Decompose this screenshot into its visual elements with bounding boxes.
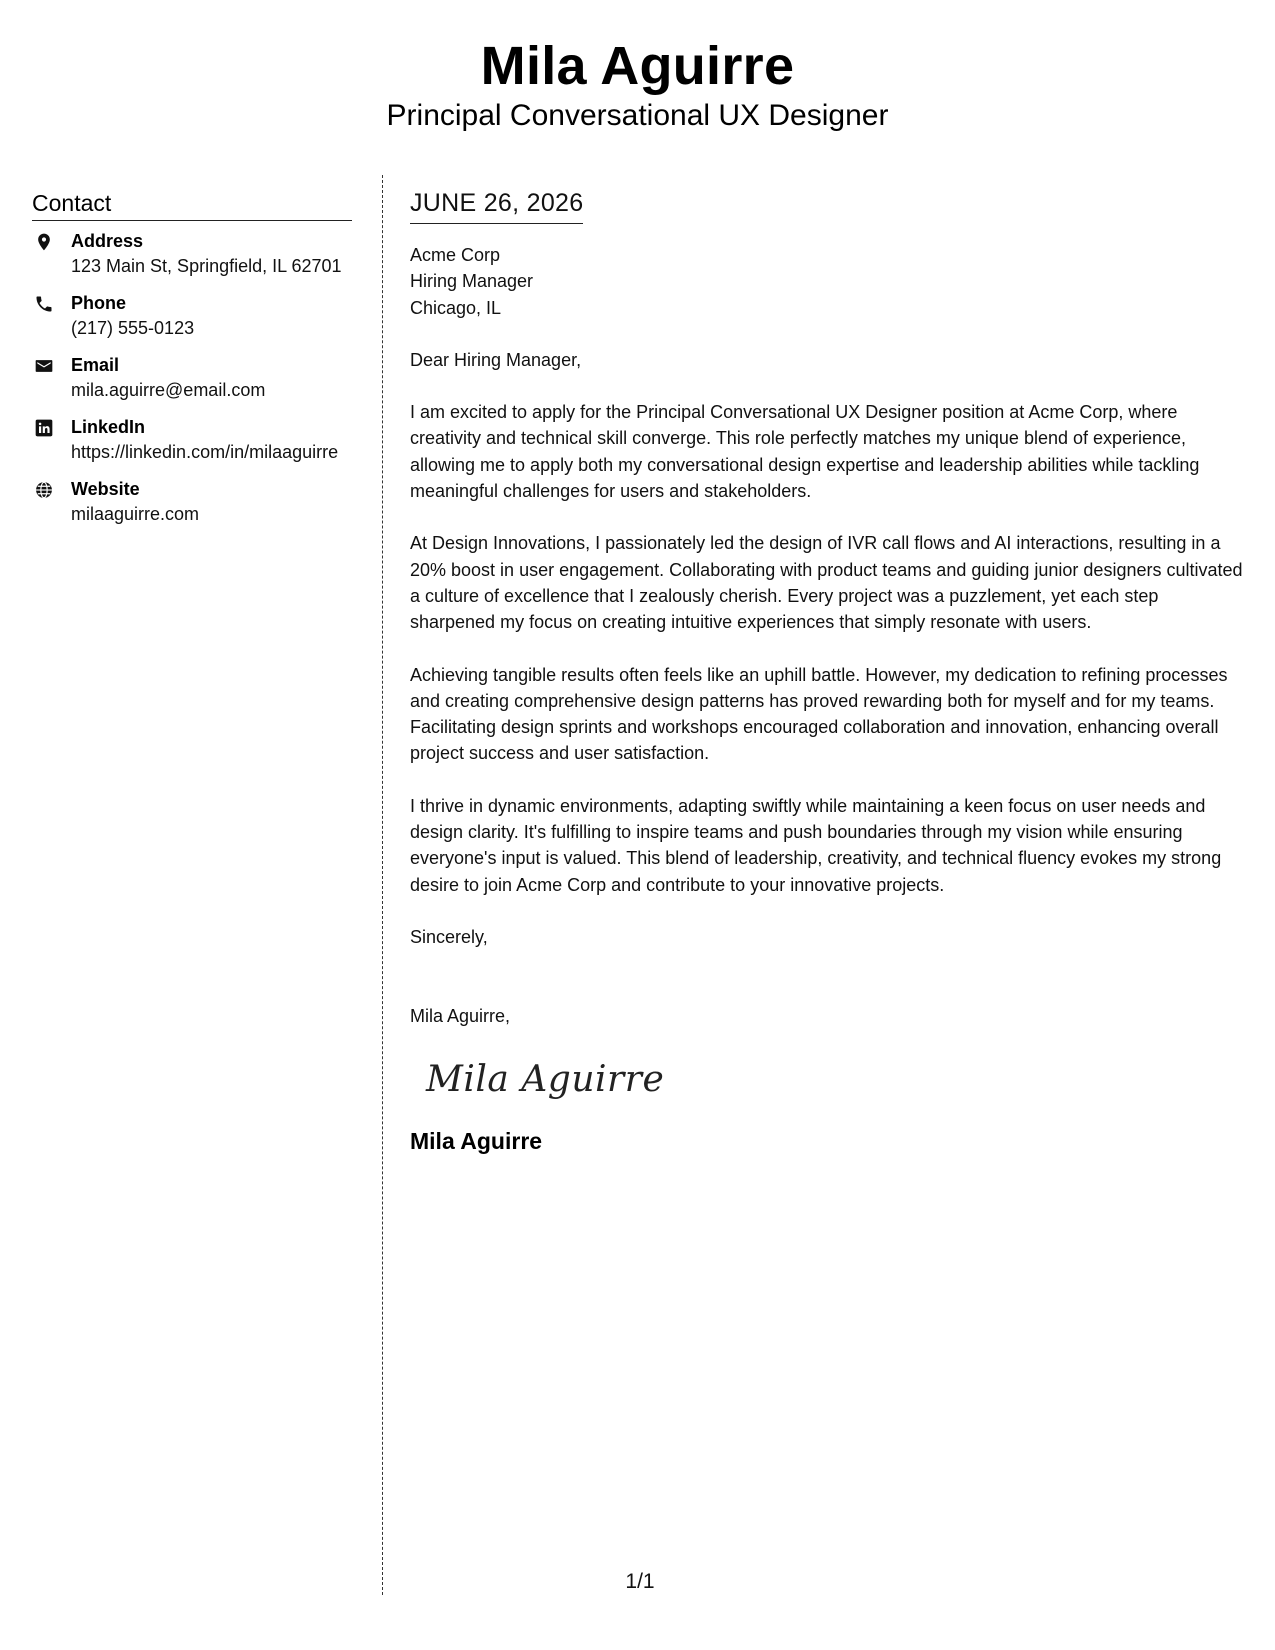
contact-item-website [32,477,352,527]
recipient-company: Acme Corp [410,245,501,265]
linkedin-icon [34,418,54,438]
address-value: 123 Main St, Springfield, IL 62701 [71,256,342,276]
body-paragraph: Achieving tangible results often feels like an uphill battle. However, my dedication to refining processes and creating comprehensive design patterns has proved rewarding both for myself and for my teams. Facilitating design sprints and workshops encouraged collaboration and innovation, enhancing overall project success and user satisfaction. [410,664,1228,764]
contact-item-address [32,229,352,279]
linkedin-value[interactable]: https://linkedin.com/in/milaaguirre [71,442,339,462]
contact-item-phone [32,291,352,341]
document-header [0,34,1275,134]
contact-label: Email [71,355,120,375]
cover-letter-body [410,186,1245,1156]
recipient-location: Chicago, IL [410,297,502,318]
column-divider [382,175,383,1595]
contact-label: Phone [71,293,127,313]
signoff-name: Mila Aguirre, [410,1006,511,1027]
website-value[interactable]: milaaguirre.com [71,504,200,524]
body-paragraph: I thrive in dynamic environments, adapting swiftly while maintaining a keen focus on user needs and design clarity. It's fulfilling to inspire teams and push boundaries through my vision while ensuring everyone's input is valued. This blend of leadership, creativity, and technical fluency evokes my strong desire to join Acme Corp and contribute to your innovative projects. [410,795,1222,895]
contact-label: Address [71,231,144,251]
contact-label: Website [71,479,140,499]
contact-item-linkedin [32,415,352,465]
recipient-block [410,242,1245,321]
letter-date: JUNE 26, 2026 [410,186,583,224]
email-value[interactable]: mila.aguirre@email.com [71,380,266,400]
handwritten-signature: Mila Aguirre [426,1058,665,1100]
contact-label: LinkedIn [71,417,146,437]
recipient-title: Hiring Manager [410,271,534,292]
body-paragraph: I am excited to apply for the Principal Conversational UX Designer position at Acme Corp, where creativity and technical skill converge. This role perfectly matches my unique blend of experience, allowing me to apply both my conversational design expertise and leadership abilities while tackling meaningful challenges for users and stakeholders. [410,402,1200,502]
contact-item-email [32,353,352,403]
closing: Sincerely, [410,926,488,947]
contact-sidebar [32,188,352,539]
map-pin-icon [34,232,54,252]
envelope-icon [34,356,54,376]
contact-heading: Contact [32,188,352,221]
phone-icon [34,294,54,314]
salutation: Dear Hiring Manager, [410,349,582,370]
body-paragraph: At Design Innovations, I passionately led the design of IVR call flows and AI interactions, resulting in a 20% boost in user engagement. Collaborating with product teams and guiding junior designers cultivated a culture of excellence that I zealously cherish. Every project was a puzzlement, yet each step sharpened my focus on creating intuitive experiences that simply resonate with users. [410,533,1243,633]
applicant-name: Mila Aguirre [480,36,795,96]
signer-name: Mila Aguirre [410,1127,543,1154]
contact-list [32,229,352,527]
applicant-title: Principal Conversational UX Designer [386,99,889,132]
page-number: 1/1 [625,1570,655,1593]
globe-icon [34,480,54,500]
phone-value: (217) 555-0123 [71,318,195,338]
